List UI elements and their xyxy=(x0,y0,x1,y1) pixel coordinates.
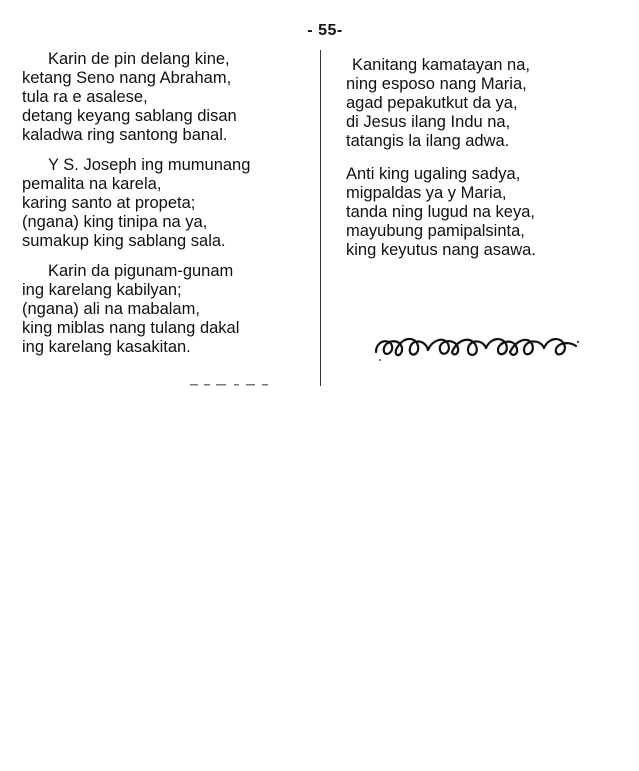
verse-line: pemalita na karela, xyxy=(22,175,162,193)
verse-line: di Jesus ilang Indu na, xyxy=(346,113,511,131)
verse-line: ing karelang kasakitan. xyxy=(22,338,191,356)
column-divider xyxy=(320,50,321,386)
decorative-flourish-icon xyxy=(372,330,582,364)
verse-line: Karin de pin delang kine, xyxy=(48,50,230,68)
stanza xyxy=(346,56,626,151)
stanza xyxy=(346,165,626,260)
verse-line: Y S. Joseph ing mumunang xyxy=(48,156,251,174)
verse-line: Anti king ugaling sadya, xyxy=(346,165,521,183)
verse-line: tatangis la ilang adwa. xyxy=(346,132,510,150)
verse-line: tula ra e asalese, xyxy=(22,88,148,106)
verse-line: ketang Seno nang Abraham, xyxy=(22,69,232,87)
stanza xyxy=(22,50,307,145)
stanza xyxy=(22,156,307,251)
verse-line: king keyutus nang asawa. xyxy=(346,241,536,259)
verse-line: kaladwa ring santong banal. xyxy=(22,126,228,144)
verse-line: (ngana) ali na mabalam, xyxy=(22,300,200,318)
verse-line: Kanitang kamatayan na, xyxy=(352,56,530,74)
verse-line: mayubung pamipalsinta, xyxy=(346,222,525,240)
left-column xyxy=(22,50,307,368)
right-column xyxy=(346,56,626,271)
page-number: - 55- xyxy=(307,22,343,39)
stanza xyxy=(22,262,307,357)
scan-smudge xyxy=(180,382,290,388)
verse-line: sumakup king sablang sala. xyxy=(22,232,226,250)
verse-line: ing karelang kabilyan; xyxy=(22,281,182,299)
verse-line: Karin da pigunam-gunam xyxy=(48,262,234,280)
verse-line: tanda ning lugud na keya, xyxy=(346,203,535,221)
verse-line: agad pepakutkut da ya, xyxy=(346,94,518,112)
verse-line: ning esposo nang Maria, xyxy=(346,75,527,93)
verse-line: king miblas nang tulang dakal xyxy=(22,319,240,337)
verse-line: karing santo at propeta; xyxy=(22,194,196,212)
verse-line: migpaldas ya y Maria, xyxy=(346,184,507,202)
verse-line: (ngana) king tinipa na ya, xyxy=(22,213,208,231)
verse-line: detang keyang sablang disan xyxy=(22,107,237,125)
